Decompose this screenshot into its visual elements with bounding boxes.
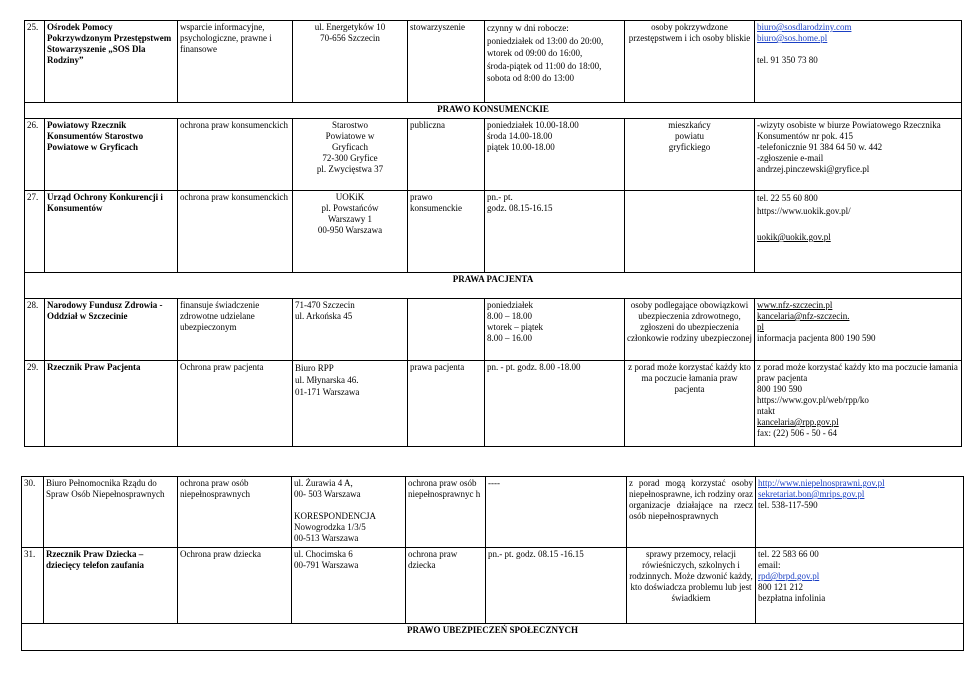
address-cell: UOKiK pl. Powstańców Warszawy 1 00-950 Warszawa: [293, 191, 408, 273]
section-title: PRAWO KONSUMENCKIE: [25, 103, 962, 119]
email-link[interactable]: biuro@sos.home.pl: [757, 33, 828, 43]
contact-cell: [755, 191, 962, 273]
section-header-row: [25, 273, 962, 299]
type-cell: [408, 299, 485, 361]
row-number: 27.: [25, 191, 45, 273]
hours-cell: pn.- pt. godz. 08.15-16.15: [485, 191, 625, 273]
hours-cell: czynny w dni robocze: poniedziałek od 13:00 do 20:00, wtorek od 09:00 do 16:00, środa-piątek od 11:00 do 18:00, sobota od 8:00 do 13:00: [485, 21, 625, 103]
scope-cell: ochrona praw konsumenckich: [178, 191, 293, 273]
section-header-row: [25, 103, 962, 119]
email-link[interactable]: biuro@sosdlarodziny.com: [757, 22, 852, 32]
phone-text: tel. 22 583 66 00: [758, 549, 819, 559]
institutions-table-upper: [24, 20, 962, 447]
address-cell: Biuro RPP ul. Młynarska 46. 01-171 Warszawa: [293, 361, 408, 447]
phone-text: 800 121 212: [758, 582, 803, 592]
table-row: [25, 191, 962, 273]
email-link[interactable]: kancelaria@nfz-szczecin. pl: [757, 311, 850, 332]
type-cell: ochrona praw dziecka: [406, 548, 486, 624]
hours-cell: ----: [486, 477, 627, 548]
table-row: [22, 548, 964, 624]
table-row: [25, 361, 962, 447]
institution-name: Narodowy Fundusz Zdrowia - Oddział w Szczecinie: [45, 299, 178, 361]
email-link[interactable]: uokik@uokik.gov.pl: [757, 232, 831, 242]
website-link[interactable]: www.nfz-szczecin.pl: [757, 300, 833, 310]
contact-text: z porad może korzystać każdy kto ma poczucie łamania praw pacjenta 800 190 590 https://www.gov.pl/web/rpp/ko ntakt: [757, 362, 958, 416]
institutions-table-lower: [21, 476, 964, 651]
institution-name: Powiatowy Rzecznik Konsumentów Starostwo Powiatowe w Gryficach: [45, 119, 178, 191]
recipients-cell: z porad może korzystać każdy kto ma poczucie łamania praw pacjenta: [625, 361, 755, 447]
scope-cell: ochrona praw konsumenckich: [178, 119, 293, 191]
table-row: [22, 477, 964, 548]
hours-cell: poniedziałek 8.00 – 18.00 wtorek – piątek 8.00 – 16.00: [485, 299, 625, 361]
phone-text: tel. 22 55 60 800: [757, 193, 818, 203]
institution-name: Biuro Pełnomocnika Rządu do Spraw Osób Niepełnosprawnych: [44, 477, 178, 548]
hotline-text: bezpłatna infolinia: [758, 593, 826, 603]
institution-name: Urząd Ochrony Konkurencji i Konsumentów: [45, 191, 178, 273]
address-cell: Starostwo Powiatowe w Gryficach 72-300 Gryfice pl. Zwycięstwa 37: [293, 119, 408, 191]
contact-cell: [755, 299, 962, 361]
row-number: 25.: [25, 21, 45, 103]
section-title: PRAWO UBEZPIECZEŃ SPOŁECZNYCH: [22, 624, 964, 651]
contact-cell: [756, 477, 964, 548]
recipients-cell: mieszkańcy powiatu gryfickiego: [625, 119, 755, 191]
hours-cell: pn.- pt. godz. 08.15 -16.15: [486, 548, 627, 624]
scope-cell: Ochrona praw dziecka: [178, 548, 292, 624]
type-cell: prawo konsumenckie: [408, 191, 485, 273]
section-title: PRAWA PACJENTA: [25, 273, 962, 299]
email-link[interactable]: rpd@brpd.gov.pl: [758, 571, 820, 581]
scope-cell: finansuje świadczenie zdrowotne udzielane ubezpieczonym: [178, 299, 293, 361]
address-cell: ul. Energetyków 10 70-656 Szczecin: [293, 21, 408, 103]
hours-cell: poniedziałek 10.00-18.00 środa 14.00-18.00 piątek 10.00-18.00: [485, 119, 625, 191]
email-label: email:: [758, 560, 781, 570]
type-cell: stowarzyszenie: [408, 21, 485, 103]
website-link[interactable]: https://www.uokik.gov.pl/: [757, 206, 851, 216]
type-cell: publiczna: [408, 119, 485, 191]
row-number: 28.: [25, 299, 45, 361]
contact-cell: [756, 548, 964, 624]
recipients-cell: [625, 191, 755, 273]
recipients-cell: osoby pokrzywdzone przestępstwem i ich osoby bliskie: [625, 21, 755, 103]
email-link[interactable]: kancelaria@rpp.gov.pl: [757, 417, 839, 427]
hours-cell: pn. - pt. godz. 8.00 -18.00: [485, 361, 625, 447]
email-link[interactable]: sekretariat.bon@mrips.gov.pl: [758, 489, 865, 499]
institution-name: Ośrodek Pomocy Pokrzywdzonym Przestępstwem Stowarzyszenie „SOS Dla Rodziny”: [45, 21, 178, 103]
table-row: [25, 21, 962, 103]
recipients-cell: z porad mogą korzystać osoby niepełnosprawne, ich rodziny oraz organizacje działające na rzecz osób niepełnosprawnych: [627, 477, 756, 548]
scope-cell: Ochrona praw pacjenta: [178, 361, 293, 447]
address-cell: ul. Chocimska 6 00-791 Warszawa: [292, 548, 406, 624]
contact-cell: [755, 21, 962, 103]
row-number: 26.: [25, 119, 45, 191]
row-number: 29.: [25, 361, 45, 447]
recipients-cell: sprawy przemocy, relacji rówieśniczych, szkolnych i rodzinnych. Może dzwonić każdy, kto doświadcza problemu lub jest świadkiem: [627, 548, 756, 624]
table-row: [25, 119, 962, 191]
address-cell: ul. Żurawia 4 A, 00- 503 Warszawa KORESPONDENCJA Nowogrodzka 1/3/5 00-513 Warszawa: [292, 477, 406, 548]
address-cell: 71-470 Szczecin ul. Arkońska 45: [293, 299, 408, 361]
type-cell: ochrona praw osób niepełnosprawnyc h: [406, 477, 486, 548]
row-number: 31.: [22, 548, 44, 624]
info-text: informacja pacjenta 800 190 590: [757, 333, 876, 343]
contact-cell: [755, 361, 962, 447]
row-number: 30.: [22, 477, 44, 548]
scope-cell: wsparcie informacyjne, psychologiczne, prawne i finansowe: [178, 21, 293, 103]
phone-text: tel. 91 350 73 80: [757, 55, 818, 65]
fax-text: fax: (22) 506 - 50 - 64: [757, 428, 837, 438]
institution-name: Rzecznik Praw Dziecka – dziecięcy telefon zaufania: [44, 548, 178, 624]
website-link[interactable]: http://www.niepelnosprawni.gov.pl: [758, 478, 885, 488]
section-header-row: [22, 624, 964, 651]
table-row: [25, 299, 962, 361]
type-cell: prawa pacjenta: [408, 361, 485, 447]
recipients-cell: osoby podlegające obowiązkowi ubezpieczenia zdrowotnego, zgłoszeni do ubezpieczenia członkowie rodziny ubezpieczonej: [625, 299, 755, 361]
phone-text: tel. 538-117-590: [758, 500, 818, 510]
scope-cell: ochrona praw osób niepełnosprawnych: [178, 477, 292, 548]
institution-name: Rzecznik Praw Pacjenta: [45, 361, 178, 447]
contact-cell: -wizyty osobiste w biurze Powiatowego Rzecznika Konsumentów nr pok. 415 -telefonicznie 91 384 64 50 w. 442 -zgłoszenie e-mail andrzej.pinczewski@gryfice.pl: [755, 119, 962, 191]
